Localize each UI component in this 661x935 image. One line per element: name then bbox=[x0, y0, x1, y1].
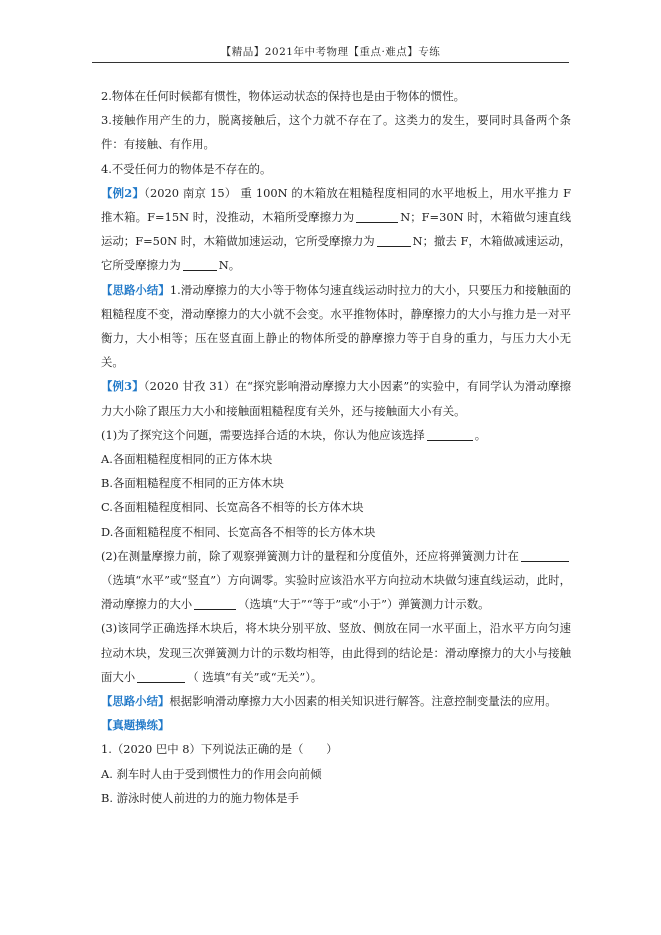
example-2-text-1: （2020 南京 15） 重 100N 的木箱放在粗糙程度相同的水平地板上，用水平推力 F 推木箱。F=15N 时，没推动，木箱所受摩擦力为 bbox=[101, 185, 571, 225]
example-3-tag: 【例3】 bbox=[101, 379, 144, 394]
q1-text: (1)为了探究这个问题，需要选择合适的木块，你认为他应该选择 bbox=[101, 427, 425, 442]
answer-blank[interactable] bbox=[137, 668, 185, 683]
example-2-text-2: N；F=30N 时，木箱做匀速直线运动；F=50N 时，木箱做加速运动，它所受摩擦力为 bbox=[101, 210, 571, 249]
summary-2-text: 根据影响滑动摩擦力大小因素的相关知识进行解答。注意控制变量法的应用。 bbox=[169, 694, 557, 709]
summary-1-tag: 【思路小结】 bbox=[101, 282, 170, 297]
example-2 bbox=[101, 181, 571, 278]
point-3: 3.接触作用产生的力，脱离接触后，这个力就不存在了。这类力的发生，要同时具备两个条件：有接触、有作用。 bbox=[101, 113, 571, 152]
example-3-q2 bbox=[101, 544, 571, 617]
example-3-text: （2020 甘孜 31）在“探究影响滑动摩擦力大小因素”的实验中，有同学认为滑动摩擦力大小除了跟压力大小和接触面粗糙程度有关外，还与接触面大小有关。 bbox=[101, 379, 571, 418]
summary-1-text: 1.滑动摩擦力的大小等于物体匀速直线运动时拉力的大小，只要压力和接触面的粗糙程度不变，滑动摩擦力的大小就不会变。水平推物体时，静摩擦力的大小与推力是一对平衡力，大小相等；压在竖直面上静止的物体所受的静摩擦力等于自身的重力，与压力大小无关。 bbox=[101, 282, 571, 370]
practice-option-a: A. 刹车时人由于受到惯性力的作用会向前倾 bbox=[101, 766, 322, 781]
summary-1 bbox=[101, 278, 571, 375]
option-a: A.各面粗糙程度相同的正方体木块 bbox=[101, 452, 273, 467]
answer-blank[interactable] bbox=[194, 595, 236, 610]
example-2-text-4: N。 bbox=[218, 258, 241, 273]
answer-blank[interactable] bbox=[521, 547, 569, 562]
option-c: C.各面粗糙程度相同、长宽高各不相等的长方体木块 bbox=[101, 500, 364, 515]
q1-end: 。 bbox=[474, 427, 487, 442]
option-b: B.各面粗糙程度不相同的正方体木块 bbox=[101, 476, 284, 491]
example-3-q3 bbox=[101, 616, 571, 689]
answer-blank[interactable] bbox=[377, 232, 411, 247]
answer-blank[interactable] bbox=[356, 208, 398, 223]
practice-option-b: B. 游泳时使人前进的力的施力物体是手 bbox=[101, 790, 299, 805]
practice-heading: 【真题操练】 bbox=[101, 718, 170, 733]
example-2-tag: 【例2】 bbox=[101, 185, 145, 200]
q2-text-3: （选填“大于”“等于”或“小于”）弹簧测力计示数。 bbox=[238, 597, 490, 612]
answer-blank[interactable] bbox=[183, 256, 217, 271]
q2-text-1: (2)在测量摩擦力前，除了观察弹簧测力计的量程和分度值外，还应将弹簧测力计在 bbox=[101, 548, 519, 563]
answer-blank[interactable] bbox=[427, 426, 473, 441]
example-2-text-3: N；撤去 F，木箱做减速运动，它所受摩擦力为 bbox=[101, 234, 572, 273]
option-d: D.各面粗糙程度不相同、长宽高各不相等的长方体木块 bbox=[101, 524, 376, 539]
document-body bbox=[101, 84, 571, 810]
practice-q1: 1.（2020 巴中 8）下列说法正确的是（ ） bbox=[101, 742, 338, 757]
q3-text-2: （ 选填“有关”或“无关”）。 bbox=[187, 669, 323, 684]
point-2: 2.物体在任何时候都有惯性，物体运动状态的保持也是由于物体的惯性。 bbox=[101, 89, 465, 103]
summary-2 bbox=[101, 689, 571, 713]
q3-text-1: (3)该同学正确选择木块后，将木块分别平放、竖放、侧放在同一水平面上，沿水平方向匀速拉动木块，发现三次弹簧测力计的示数均相等，由此得到的结论是：滑动摩擦力的大小与接触面大小 bbox=[101, 621, 571, 684]
page-header: 【精品】2021年中考物理【重点·难点】专练 bbox=[92, 44, 569, 63]
example-3-q1 bbox=[101, 423, 571, 447]
point-4: 4.不受任何力的物体是不存在的。 bbox=[101, 161, 272, 176]
summary-2-tag: 【思路小结】 bbox=[101, 694, 170, 709]
example-3-intro bbox=[101, 374, 571, 422]
q2-text-2: （选填“水平”或“竖直”）方向调零。实验时应该沿水平方向拉动木块做匀速直线运动，此时，滑动摩擦力的大小 bbox=[101, 573, 571, 612]
